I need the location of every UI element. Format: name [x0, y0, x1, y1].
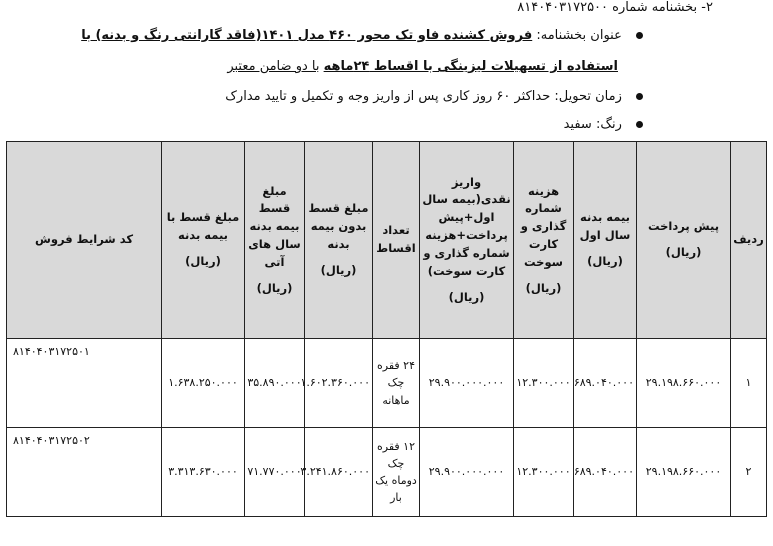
cell-down-payment: ۲۹.۱۹۸.۶۶۰.۰۰۰ [637, 339, 731, 428]
cell-registration-fee: ۱۲.۳۰۰.۰۰۰ [514, 428, 574, 517]
title-bold-1: فروش کشنده فاو تک محور ۴۶۰ مدل ۱۴۰۱(فاقد گارانتی رنگ و بدنه) با [81, 28, 533, 43]
cell-down-payment: ۲۹.۱۹۸.۶۶۰.۰۰۰ [637, 428, 731, 517]
header-installment-with-insurance: مبلغ قسط با بیمه بدنه (ریال) [162, 142, 245, 339]
table-header-row [7, 142, 767, 339]
title-line-1 [81, 28, 643, 43]
color-line [564, 117, 643, 132]
header-registration-fee: هزینه شماره گذاری و کارت سوخت (ریال) [514, 142, 574, 339]
cell-installment-insurance-future: ۳۵.۸۹۰.۰۰۰ [245, 339, 305, 428]
bullet-icon [636, 93, 643, 100]
sales-conditions-table [6, 141, 767, 517]
header-insurance-first-year: بیمه بدنه سال اول (ریال) [574, 142, 637, 339]
cell-installments: ۲۴ فقره چک ماهانه [373, 339, 420, 428]
bullet-icon [636, 32, 643, 39]
cell-installment-no-insurance: ۱.۶۰۲.۳۶۰.۰۰۰ [305, 339, 373, 428]
delivery-text: زمان تحویل: حداکثر ۶۰ روز کاری پس از واریز وجه و تکمیل و تایید مدارک [225, 89, 622, 104]
header-installment-insurance-future: مبلغ قسط بیمه بدنه سال های آتی (ریال) [245, 142, 305, 339]
table-row [7, 339, 767, 428]
cell-insurance-first-year: ۶۸۹.۰۴۰.۰۰۰ [574, 428, 637, 517]
cell-installment-with-insurance: ۱.۶۳۸.۲۵۰.۰۰۰ [162, 339, 245, 428]
cell-sales-code: ۸۱۴۰۴۰۳۱۷۲۵۰۲ [7, 428, 162, 517]
cell-sales-code: ۸۱۴۰۴۰۳۱۷۲۵۰۱ [7, 339, 162, 428]
cell-row-no: ۲ [731, 428, 767, 517]
cell-row-no: ۱ [731, 339, 767, 428]
header-down-payment: پیش پرداخت (ریال) [637, 142, 731, 339]
cell-installments: ۱۲ فقره چک دوماه یک بار [373, 428, 420, 517]
header-installments: تعداد اقساط [373, 142, 420, 339]
cell-installment-no-insurance: ۳.۲۴۱.۸۶۰.۰۰۰ [305, 428, 373, 517]
cell-installment-with-insurance: ۳.۳۱۳.۶۳۰.۰۰۰ [162, 428, 245, 517]
cell-installment-insurance-future: ۷۱.۷۷۰.۰۰۰ [245, 428, 305, 517]
header-sales-code: کد شرایط فروش [7, 142, 162, 339]
header-installment-no-insurance: مبلغ قسط بدون بیمه بدنه (ریال) [305, 142, 373, 339]
delivery-line [225, 89, 643, 104]
title-label: عنوان بخشنامه: [536, 28, 622, 43]
cell-cash-deposit: ۲۹.۹۰۰.۰۰۰.۰۰۰ [420, 339, 514, 428]
title-tail: با دو ضامن معتبر [227, 59, 320, 74]
cell-insurance-first-year: ۶۸۹.۰۴۰.۰۰۰ [574, 339, 637, 428]
title-line-2 [227, 59, 618, 74]
header-cash-deposit: واریز نقدی(بیمه سال اول+پیش پرداخت+هزینه شماره گذاری و کارت سوخت) (ریال) [420, 142, 514, 339]
color-text: رنگ: سفید [563, 117, 622, 132]
title-bold-2: استفاده از تسهیلات لیزینگی با اقساط ۲۴ماهه [323, 59, 618, 74]
bullet-icon [636, 121, 643, 128]
circular-heading: ۲- بخشنامه شماره ۸۱۴۰۴۰۳۱۷۲۵۰۰ [517, 0, 713, 15]
cell-registration-fee: ۱۲.۳۰۰.۰۰۰ [514, 339, 574, 428]
header-row-no: ردیف [731, 142, 767, 339]
cell-cash-deposit: ۲۹.۹۰۰.۰۰۰.۰۰۰ [420, 428, 514, 517]
table-row [7, 428, 767, 517]
